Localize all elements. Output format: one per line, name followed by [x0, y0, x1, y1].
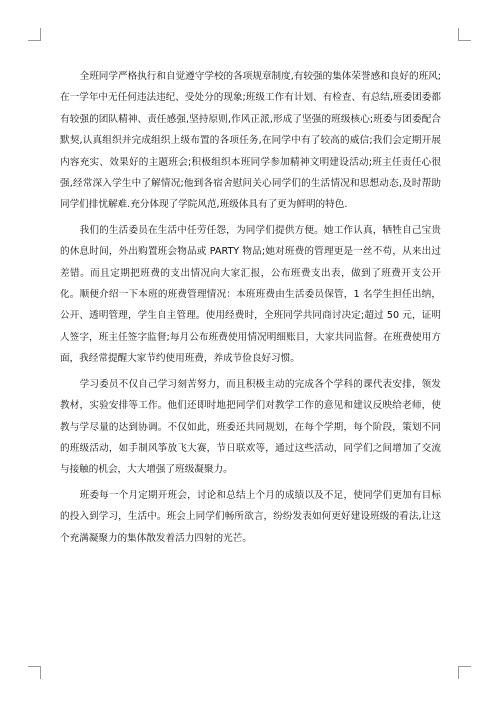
- paragraph-class-meeting: 班委每一个月定期开班会，讨论和总结上个月的成绩以及不足，使同学们更加有目标的投入到学习，生活中。班会上同学们畅所欲言，纷纷发表如何更好建设班级的看法,让这个充满凝聚力的集体散发着活力四射的光芒。: [60, 489, 441, 544]
- paragraph-study-committee: 学习委员不仅自己学习刻苦努力，而且积极主动的完成各个学科的课代表安排，领发教材，实验安排等工作。他们还即时地把同学们对教学工作的意见和建议反映给老师，使教与学尽量的达到协调。不仅如此，班委还共同规划，在每个学期，每个阶段，策划不同的班级活动，如手制风筝放飞大赛，节日联欢等，通过这些活动，同学们之间增加了交流与接触的机会，大大增强了班级凝聚力。: [60, 378, 441, 476]
- crop-mark-top-right: [458, 28, 471, 41]
- crop-mark-top-left: [28, 28, 41, 41]
- crop-mark-bottom-right: [458, 666, 471, 679]
- crop-mark-bottom-left: [28, 666, 41, 679]
- paragraph-class-overview: 全班同学严格执行和自觉遵守学校的各项规章制度,有较强的集体荣誉感和良好的班风;在一学年中无任何违法违纪、受处分的现象;班级工作有计划、有检查、有总结,班委团委都有较强的团队精神、责任感强,坚持原则,作风正派,形成了坚强的班级核心;班委与团委配合默契,认真组织并完成组织上级布置的各项任务,在同学中有了较高的威信;我们会定期开展内容充实、效果好的主题班会;积极组织本班同学参加精神文明建设活动;班主任责任心很强,经常深入学生中了解情况;他到各宿舍慰问关心同学们的生活情况和思想动态,及时帮助同学们排忧解难.充分体现了学院风范,班级体具有了更为鲜明的特色.: [60, 71, 441, 211]
- paragraph-life-committee: 我们的生活委员在生活中任劳任怨，为同学们提供方便。她工作认真，牺牲自己宝贵的休息时间，外出购置班会物品或 PARTY 物品;她对班费的管理更是一丝不苟，从来出过差错。而且定期把班费的支出情况向大家汇报，公布班费支出表，做到了班费开支公开化。顺便介绍一下本班的班费管理情况：本班班费由生活委员保管，1 名学生担任出纳，公开、透明管理，学生自主管理。使用经费时，全班同学共同商讨决定;超过 50 元，证明人签字，班主任签字监督;每月公布班费使用情况明细账目，大家共同监督。在班费使用方面，我经常提醒大家节约使用班费，养成节俭良好习惯。: [60, 224, 441, 365]
- document-body: [60, 66, 441, 553]
